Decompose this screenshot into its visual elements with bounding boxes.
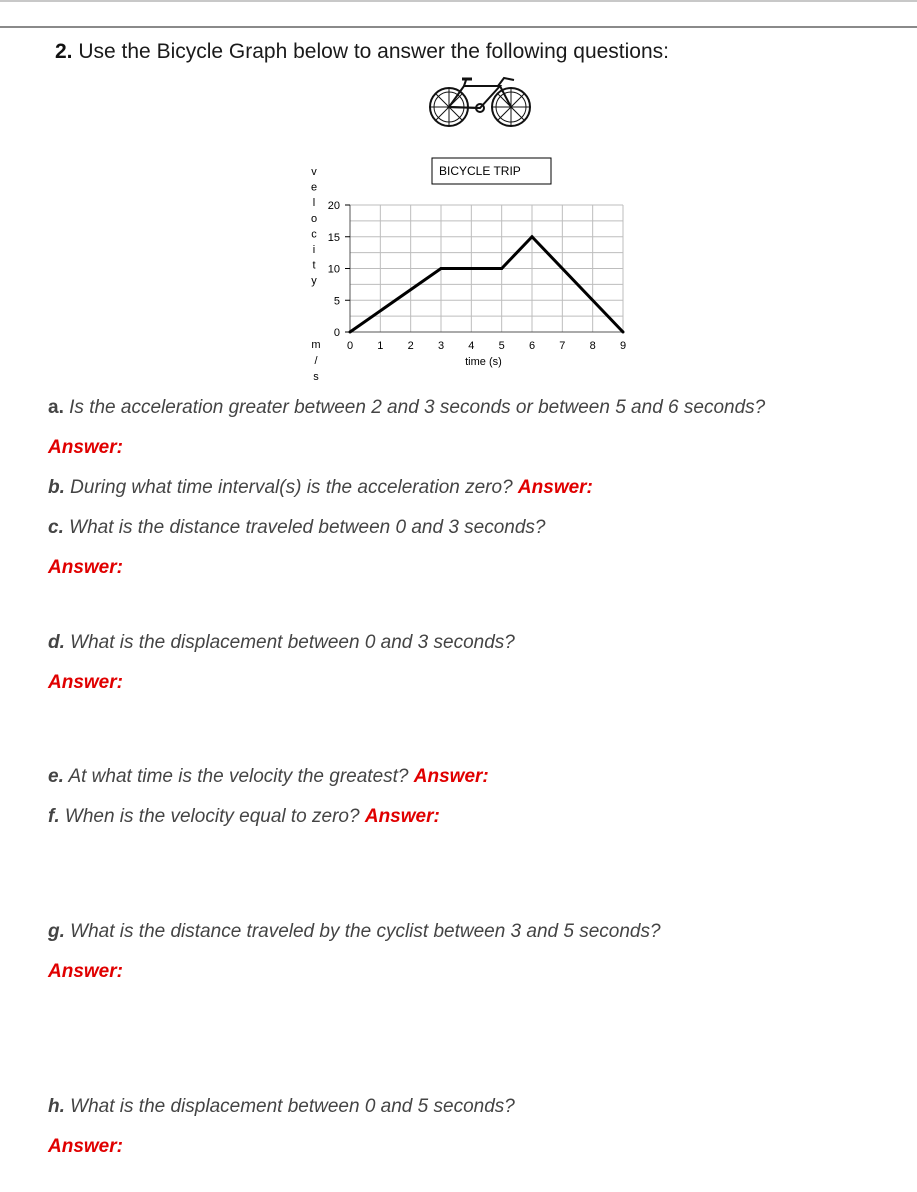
x-tick-label: 0 [346,340,354,352]
x-tick-label: 6 [528,340,536,352]
y-tick-label: 5 [333,295,340,308]
question-g [48,921,661,943]
question-b-letter: b. [48,477,65,498]
answer-c [48,557,123,579]
data-point [349,331,352,334]
y-axis-label-letter: v [311,166,317,178]
question-number: 2. [55,40,73,63]
x-tick-label: 3 [437,340,445,352]
answer-g-label: Answer: [48,961,123,982]
x-tick-label: 5 [498,340,505,352]
y-axis-label-letter: i [312,244,316,256]
y-axis-label-letter: e [310,181,318,194]
velocity-time-chart [300,155,640,390]
answer-a [48,437,123,459]
question-c-text: What is the distance traveled between 0 and 3 seconds? [69,517,546,538]
y-unit-letter: s [313,371,319,383]
top-rule [0,0,917,2]
question-a-text: Is the acceleration greater between 2 and 3 seconds or between 5 and 6 seconds? [69,397,766,418]
question-h [48,1096,515,1118]
question-a-letter: a. [48,397,64,418]
answer-c-label: Answer: [48,557,123,578]
answer-b-label: Answer: [517,477,593,498]
answer-h-label: Answer: [48,1136,123,1157]
question-g-text: What is the distance traveled by the cyclist between 3 and 5 seconds? [70,921,661,942]
x-tick-label: 1 [377,340,384,352]
answer-f-label: Answer: [364,806,440,827]
question-h-text: What is the displacement between 0 and 5 seconds? [70,1096,515,1117]
chart-title: BICYCLE TRIP [439,164,521,178]
answer-g [48,961,123,983]
answer-a-label: Answer: [48,437,123,458]
header-rule [0,26,917,28]
y-tick-label: 10 [327,263,340,276]
y-tick-label: 0 [333,327,340,339]
question-a [48,397,765,419]
question-title [55,40,669,64]
question-f-letter: f. [48,806,60,827]
y-axis-label-letter: y [311,275,317,288]
question-h-letter: h. [48,1096,65,1117]
bicycle-icon [428,74,534,135]
data-point [500,267,503,270]
x-tick-label: 8 [589,340,596,352]
data-point [440,267,443,270]
question-d-letter: d. [48,632,65,653]
question-f-text: When is the velocity equal to zero? [64,806,360,827]
question-c-letter: c. [48,517,64,538]
question-e-text: At what time is the velocity the greatest? [68,766,409,787]
answer-d-label: Answer: [48,672,123,693]
question-b-text: During what time interval(s) is the acceleration zero? [70,477,513,498]
y-unit-letter: m [311,339,321,351]
answer-e-label: Answer: [413,766,489,787]
question-d [48,632,515,654]
question-g-letter: g. [48,921,65,942]
question-text: Use the Bicycle Graph below to answer the following questions: [78,40,670,63]
data-point [622,331,625,334]
x-tick-label: 2 [407,340,414,352]
question-b [48,477,593,499]
x-tick-label: 4 [468,340,475,352]
data-point [531,235,534,238]
y-axis-label-letter: t [312,259,316,272]
question-c [48,517,546,539]
y-axis-label-letter: l [312,197,316,210]
y-tick-label: 15 [327,231,340,244]
answer-d [48,672,123,694]
y-unit-letter: / [314,355,318,367]
y-axis-label-letter: o [310,212,318,225]
question-e [48,766,489,788]
question-f [48,806,440,828]
answer-h [48,1136,123,1158]
y-axis-label-letter: c [311,228,317,241]
y-tick-label: 20 [327,200,340,212]
question-d-text: What is the displacement between 0 and 3 seconds? [70,632,515,653]
x-tick-label: 9 [619,340,627,352]
x-axis-label: time (s) [465,356,502,368]
x-tick-label: 7 [559,340,566,352]
question-e-letter: e. [48,766,64,787]
